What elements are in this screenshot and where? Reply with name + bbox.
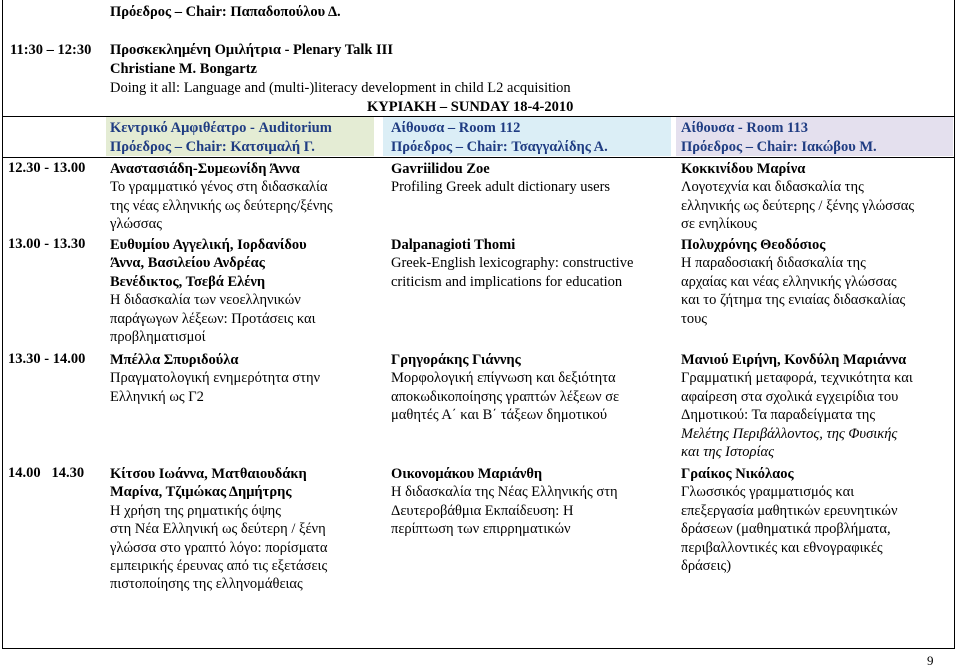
talk-cell: [391, 160, 610, 197]
plenary-speaker: Christiane M. Bongartz: [110, 61, 257, 77]
talk-authors: Βενέδικτος, Τσεβά Ελένη: [110, 273, 266, 290]
talk-title: Λογοτεχνία και διδασκαλία της: [681, 179, 864, 196]
talk-title: Η διδασκαλία των νεοελληνικών: [110, 292, 301, 309]
talk-title: γλώσσα στο γραπτό λόγο: πορίσματα: [110, 539, 328, 556]
talk-title: αφαίρεση στα σχολικά εγχειρίδια του: [681, 388, 899, 405]
talk-title: criticism and implications for education: [391, 273, 623, 290]
talk-title: αρχαίας και νέας ελληνικής γλώσσας: [681, 273, 897, 290]
talk-authors: Gavriilidou Zoe: [391, 161, 490, 177]
talk-title: γλώσσας: [110, 216, 162, 233]
talk-title: προβληματισμοί: [110, 329, 206, 346]
talk-title: Η χρήση της ρηματικής όψης: [110, 502, 281, 519]
talk-title: εμπειρικής έρευνας από τις εξετάσεις: [110, 558, 328, 575]
table-left-border: [2, 0, 3, 649]
talk-title: Γραμματική μεταφορά, τεχνικότητα και: [681, 370, 913, 387]
talk-cell: [110, 236, 316, 346]
plenary-time: 11:30 – 12:30: [10, 42, 92, 58]
page-number: 9: [927, 653, 934, 668]
talk-title: Δευτεροβάθμια Εκπαίδευση: Η: [391, 502, 574, 519]
talk-cell: [110, 351, 320, 406]
top-chair-line: Πρόεδρος – Chair: Παπαδοπούλου Δ.: [110, 4, 341, 20]
talk-title: μαθητές Α΄ και Β΄ τάξεων δημοτικού: [391, 407, 608, 424]
talk-title: Η διδασκαλία της Νέας Ελληνικής στη: [391, 484, 618, 501]
talk-cell: [391, 236, 633, 291]
talk-title: πιστοποίησης της ελληνομάθειας: [110, 576, 303, 593]
talk-cell: [110, 465, 328, 594]
talk-authors: Οικονομάκου Μαριάνθη: [391, 466, 543, 482]
talk-title: ελληνικής ως δεύτερης / ξένης γλώσσας: [681, 197, 915, 214]
talk-title: δράσεων (μαθηματικά προβλήματα,: [681, 521, 891, 538]
talk-cell: [391, 465, 618, 539]
talk-title: Πραγματολογική ενημερότητα στην: [110, 370, 321, 387]
talk-authors: Κοκκινίδου Μαρίνα: [681, 161, 806, 177]
talk-authors: Μαρίνα, Τζιμώκας Δημήτρης: [110, 484, 292, 501]
slot-time: 13.30 - 14.00: [8, 351, 86, 367]
talk-title-italic: και της Ιστορίας: [681, 444, 775, 461]
talk-cell: [681, 236, 905, 328]
room-113-name: Αίθουσα - Room 113: [681, 120, 808, 136]
talk-title: Μορφολογική επίγνωση και δεξιότητα: [391, 370, 616, 387]
talk-title: επεξεργασία μαθητικών ερευνητικών: [681, 502, 898, 519]
talk-title: Δημοτικού: Τα παραδείγματα της: [681, 407, 876, 424]
talk-title: στη Νέα Ελληνική ως δεύτερη / ξένη: [110, 521, 326, 538]
talk-authors: Ευθυμίου Αγγελική, Ιορδανίδου: [110, 237, 307, 253]
header-bottom-border: [2, 157, 954, 158]
talk-title: τους: [681, 310, 707, 327]
plenary-title: Προσκεκλημένη Ομιλήτρια - Plenary Talk III: [110, 42, 393, 58]
talk-title: δράσεις): [681, 558, 732, 575]
talk-authors: Αναστασιάδη-Συμεωνίδη Άννα: [110, 161, 300, 177]
talk-title: παράγωγων λέξεων: Προτάσεις και: [110, 310, 316, 327]
talk-title: Η παραδοσιακή διδασκαλία της: [681, 255, 866, 272]
talk-title: Profiling Greek adult dictionary users: [391, 179, 611, 196]
table-top-border: [2, 116, 954, 117]
talk-authors: Γραίκος Νικόλαος: [681, 466, 794, 482]
talk-cell: [681, 351, 913, 461]
talk-title: σε ενηλίκους: [681, 216, 757, 233]
talk-title: Το γραμματικό γένος στη διδασκαλία: [110, 179, 328, 196]
talk-cell: [391, 351, 619, 425]
talk-authors: Πολυχρόνης Θεοδόσιος: [681, 237, 826, 253]
talk-title: Greek-English lexicography: constructive: [391, 255, 634, 272]
room-auditorium-name: Κεντρικό Αμφιθέατρο - Auditorium: [110, 120, 332, 136]
talk-authors: Κίτσου Ιωάννα, Ματθαιουδάκη: [110, 466, 307, 482]
table-bottom-border: [2, 648, 954, 649]
room-auditorium-chair: Πρόεδρος – Chair: Κατσιμαλή Γ.: [110, 139, 315, 155]
plenary-talk: Doing it all: Language and (multi-)literacy development in child L2 acquisition: [110, 80, 571, 96]
room-112-chair: Πρόεδρος – Chair: Τσαγγαλίδης Α.: [391, 139, 608, 155]
slot-time: 13.00 - 13.30: [8, 236, 86, 252]
talk-authors: Γρηγοράκης Γιάννης: [391, 352, 521, 368]
talk-title: Γλωσσικός γραμματισμός και: [681, 484, 855, 501]
table-right-border: [954, 0, 955, 649]
room-113-chair: Πρόεδρος – Chair: Ιακώβου Μ.: [681, 139, 877, 155]
talk-authors: Dalpanagioti Thomi: [391, 237, 516, 253]
talk-title: αποκωδικοποίησης γραπτών λέξεων σε: [391, 388, 620, 405]
slot-time: 14.00 14.30: [8, 465, 85, 481]
talk-title: και το ζήτημα της ενιαίας διδασκαλίας: [681, 292, 906, 309]
talk-authors: Μπέλλα Σπυριδούλα: [110, 352, 239, 368]
talk-cell: [110, 160, 333, 234]
talk-authors: Μανιού Ειρήνη, Κονδύλη Μαριάννα: [681, 352, 907, 368]
talk-title: Ελληνική ως Γ2: [110, 388, 204, 405]
talk-cell: [681, 160, 914, 234]
talk-title: περίπτωση των επιρρηματικών: [391, 521, 571, 538]
day-header: ΚΥΡΙΑΚΗ – SUNDAY 18-4-2010: [367, 99, 574, 115]
talk-title: της νέας ελληνικής ως δεύτερης/ξένης: [110, 197, 333, 214]
talk-authors: Άννα, Βασιλείου Ανδρέας: [110, 255, 265, 272]
talk-title: περιβαλλοντικές και εθνογραφικές: [681, 539, 883, 556]
talk-title-italic: Μελέτης Περιβάλλοντος, της Φυσικής: [681, 425, 898, 442]
slot-time: 12.30 - 13.00: [8, 160, 86, 176]
talk-cell: [681, 465, 898, 575]
room-112-name: Αίθουσα – Room 112: [391, 120, 521, 136]
